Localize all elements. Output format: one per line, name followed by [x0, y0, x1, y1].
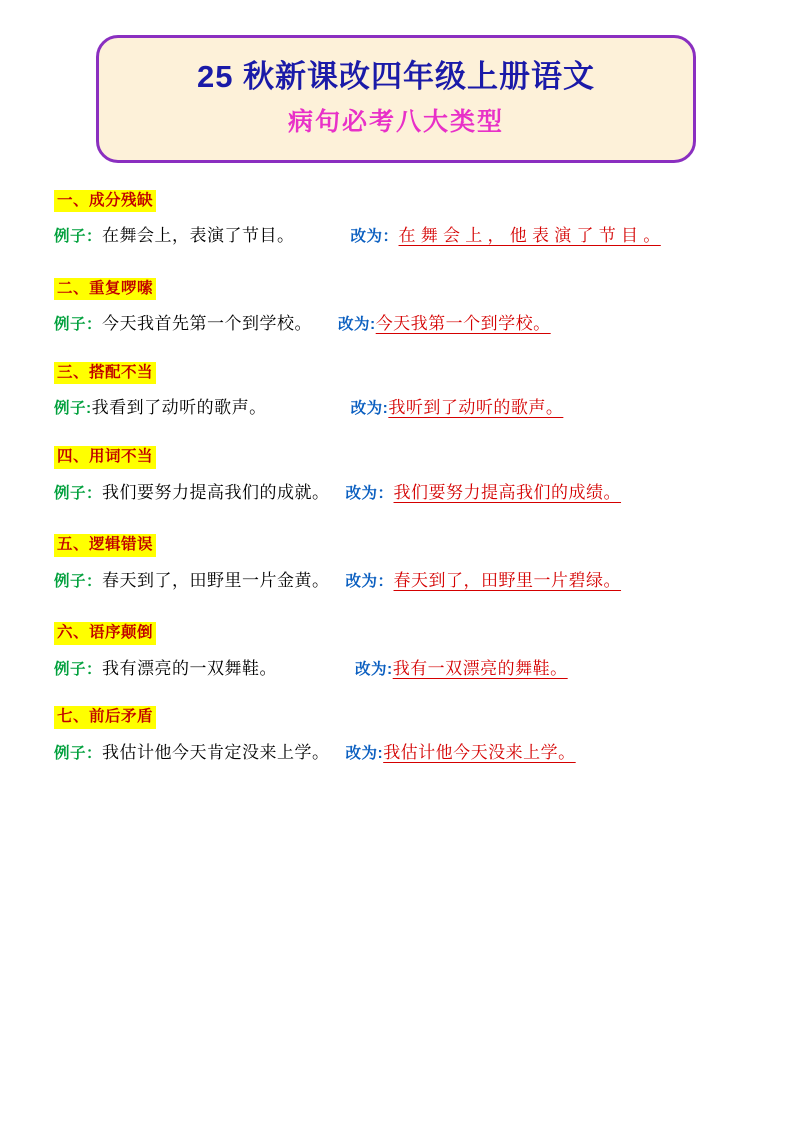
- section-7: [54, 706, 754, 768]
- fix-label: 改为:: [345, 744, 384, 762]
- section-1: [54, 190, 754, 252]
- title-banner: [96, 35, 696, 163]
- fix-label: 改为:: [355, 660, 393, 678]
- section-4: [54, 446, 754, 508]
- example-label: 例子:: [54, 400, 92, 418]
- content-body: [54, 190, 754, 768]
- example-sentence: 我估计他今天肯定没来上学。: [102, 742, 330, 762]
- fix-label: 改为：: [345, 484, 394, 502]
- section-heading: 六、语序颠倒: [54, 622, 156, 644]
- section-3: [54, 362, 754, 424]
- section-heading: 三、搭配不当: [54, 362, 156, 384]
- section-heading: 一、成分残缺: [54, 190, 156, 212]
- section-heading: 七、前后矛盾: [54, 706, 156, 728]
- fix-sentence: 我有一双漂亮的舞鞋。: [392, 658, 568, 678]
- fix-sentence: 我们要努力提高我们的成绩。: [393, 482, 622, 502]
- fix-label: 改为:: [338, 316, 376, 334]
- document-subtitle: 病句必考八大类型: [287, 108, 504, 137]
- section-body: [54, 308, 754, 340]
- example-label: 例子：: [54, 484, 103, 502]
- fix-label: 改为：: [350, 228, 399, 246]
- section-body: [54, 220, 754, 252]
- example-label: 例子：: [54, 316, 103, 334]
- example-sentence: 我有漂亮的一双舞鞋。: [102, 658, 278, 678]
- fix-sentence: 今天我第一个到学校。: [375, 314, 551, 334]
- fix-sentence: 我估计他今天没来上学。: [383, 742, 576, 762]
- section-5: [54, 534, 754, 596]
- example-label: 例子：: [54, 660, 103, 678]
- section-heading: 二、重复啰嗦: [54, 278, 156, 300]
- section-body: [54, 737, 754, 769]
- example-label: 例子：: [54, 572, 103, 590]
- section-2: [54, 278, 754, 340]
- example-sentence: 春天到了，田野里一片金黄。: [102, 570, 330, 590]
- example-sentence: 我看到了动听的歌声。: [91, 398, 267, 418]
- section-body: [54, 392, 754, 424]
- section-body: [54, 477, 754, 509]
- example-sentence: 在舞会上，表演了节目。: [102, 226, 295, 246]
- fix-sentence: 在 舞 会 上 ， 他 表 演 了 节 目 。: [398, 226, 661, 246]
- section-body: [54, 565, 754, 597]
- example-sentence: 我们要努力提高我们的成就。: [102, 482, 330, 502]
- example-sentence: 今天我首先第一个到学校。: [102, 314, 313, 334]
- section-6: [54, 622, 754, 684]
- fix-label: 改为:: [350, 400, 389, 418]
- fix-sentence: 我听到了动听的歌声。: [388, 398, 564, 418]
- fix-label: 改为：: [345, 572, 394, 590]
- section-heading: 五、逻辑错误: [54, 534, 156, 556]
- example-label: 例子：: [54, 744, 103, 762]
- document-title: 25 秋新课改四年级上册语文: [196, 59, 596, 95]
- section-heading: 四、用词不当: [54, 446, 156, 468]
- section-body: [54, 653, 754, 685]
- fix-sentence: 春天到了，田野里一片碧绿。: [393, 570, 622, 590]
- example-label: 例子：: [54, 228, 103, 246]
